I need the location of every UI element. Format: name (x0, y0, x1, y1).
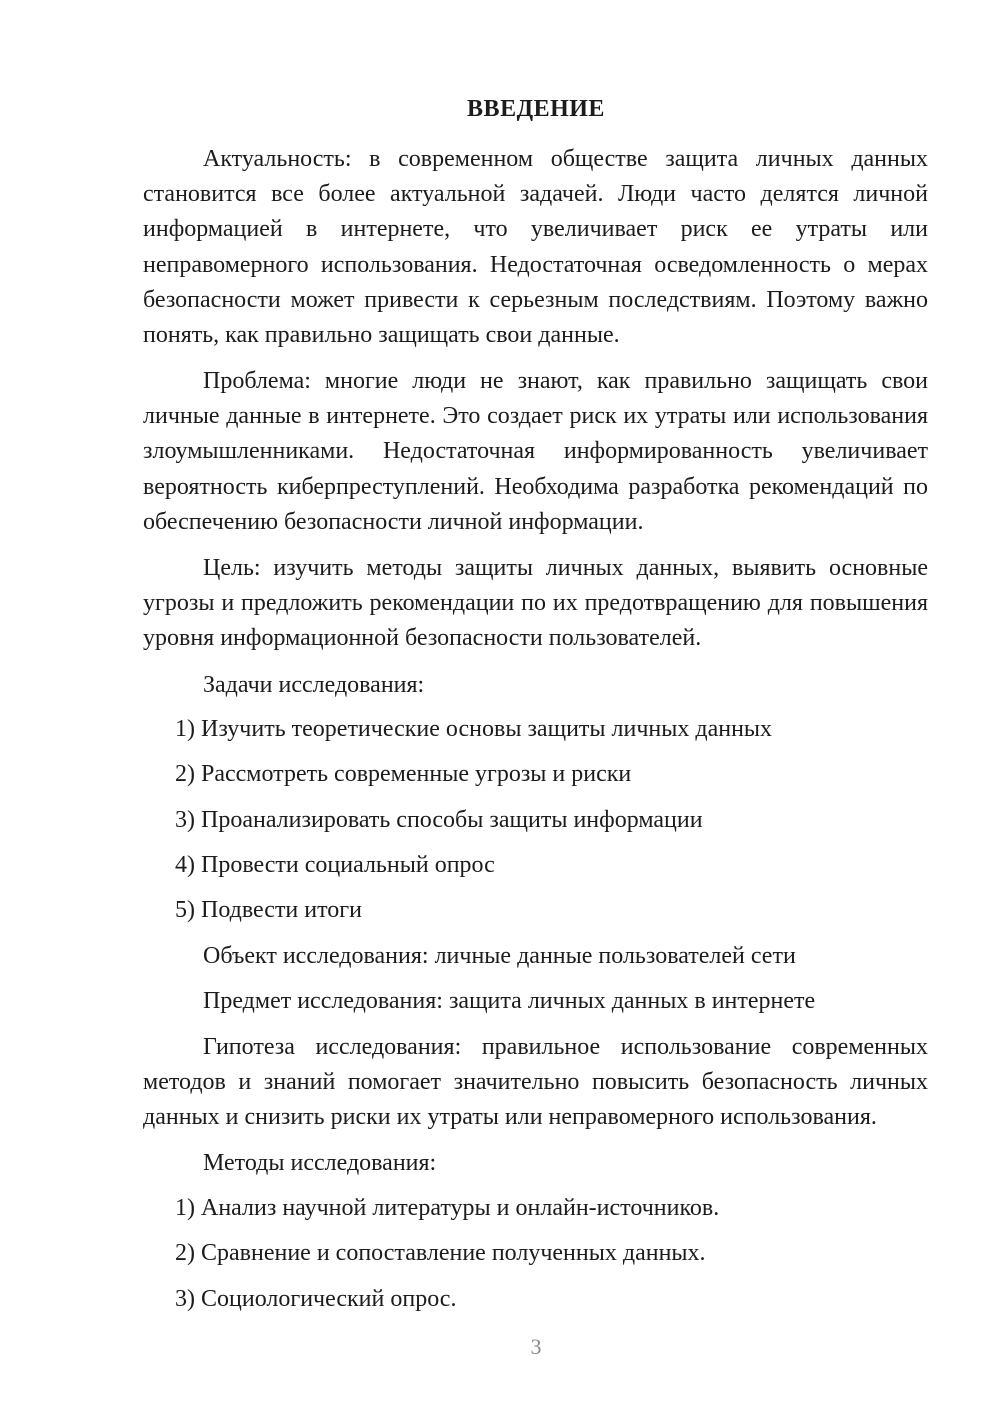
problem-paragraph: Проблема: многие люди не знают, как правильно защищать свои личные данные в интернете. Это создает риск их утраты или использования злоумышленниками. Недостаточная информированность увеличивает вероятность киберпреступлений. Необходима разработка рекомендаций по обеспечению безопасности личной информации. (143, 368, 928, 535)
methods-heading: Методы исследования: (203, 1150, 437, 1176)
tasks-heading: Задачи исследования: (203, 672, 425, 698)
research-object: Объект исследования: личные данные пользователей сети (203, 943, 796, 969)
task-item: 5) Подвести итоги (175, 897, 362, 923)
task-item: 4) Провести социальный опрос (175, 852, 495, 878)
relevance-paragraph: Актуальность: в современном обществе защита личных данных становится все более актуальной задачей. Люди часто делятся личной информацией в интернете, что увеличивает риск ее утраты или неправомерного использования. Недостаточная осведомленность о мерах безопасности может привести к серьезным последствиям. Поэтому важно понять, как правильно защищать свои данные. (143, 146, 928, 349)
page-title: ВВЕДЕНИЕ (467, 96, 605, 122)
method-item: 1) Анализ научной литературы и онлайн-источников. (175, 1195, 720, 1221)
method-item: 2) Сравнение и сопоставление полученных данных. (175, 1240, 706, 1266)
task-item: 1) Изучить теоретические основы защиты личных данных (175, 716, 773, 742)
method-item: 3) Социологический опрос. (175, 1286, 457, 1312)
research-subject: Предмет исследования: защита личных данных в интернете (203, 988, 816, 1014)
task-item: 2) Рассмотреть современные угрозы и риски (175, 761, 632, 787)
page-number: 3 (530, 1334, 542, 1359)
hypothesis-paragraph: Гипотеза исследования: правильное использование современных методов и знаний помогает значительно повысить безопасность личных данных и снизить риски их утраты или неправомерного использования. (143, 1034, 928, 1131)
task-item: 3) Проанализировать способы защиты информации (175, 807, 703, 833)
goal-paragraph: Цель: изучить методы защиты личных данных, выявить основные угрозы и предложить рекомендации по их предотвращению для повышения уровня информационной безопасности пользователей. (143, 555, 928, 652)
